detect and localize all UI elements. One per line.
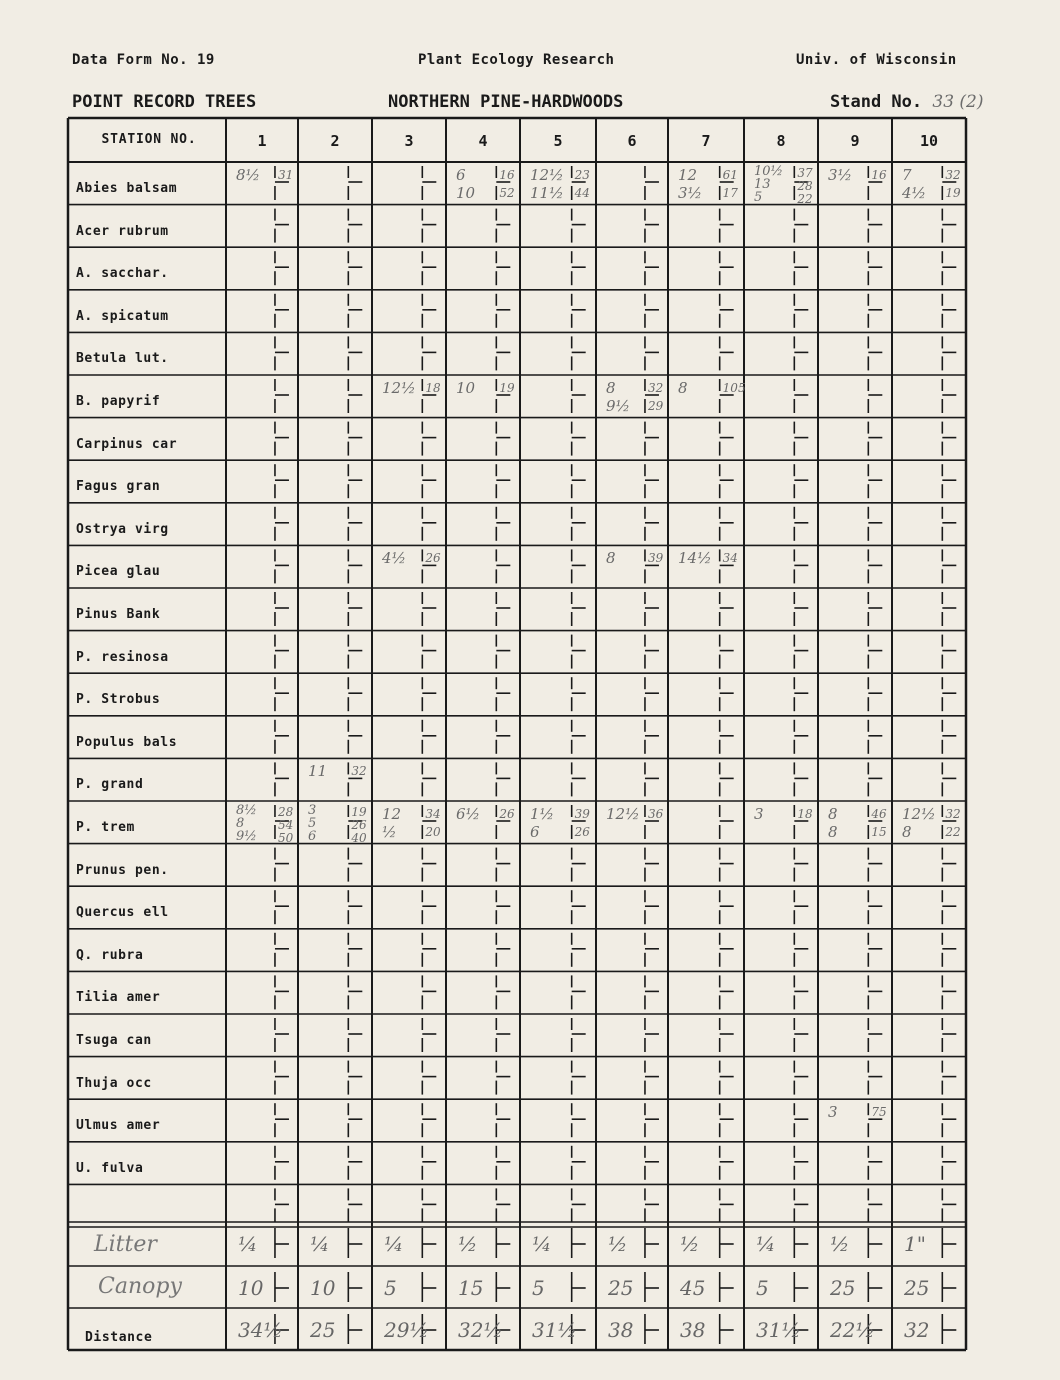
entry-dbh: 6 bbox=[456, 166, 466, 184]
canopy-value: 25 bbox=[608, 1276, 634, 1300]
species-label: Thuja occ bbox=[76, 1075, 152, 1091]
entry-distance: 52 bbox=[499, 186, 515, 200]
distance-value: 31½ bbox=[532, 1318, 577, 1342]
entry-dbh: 3½ bbox=[678, 184, 703, 202]
canopy-value: 15 bbox=[458, 1276, 484, 1300]
canopy-value: 10 bbox=[310, 1276, 336, 1300]
entry-distance: 26 bbox=[499, 807, 515, 821]
entry-dbh: 12½ bbox=[382, 379, 416, 397]
stand-value: 33 (2) bbox=[932, 92, 984, 112]
entry-distance: 22 bbox=[945, 825, 961, 839]
species-label: Picea glau bbox=[76, 564, 161, 580]
entry-distance: 32 bbox=[945, 168, 961, 182]
entry-dbh: ½ bbox=[382, 823, 397, 841]
entry-distance: 28 bbox=[797, 179, 813, 193]
species-label: B. papyrif bbox=[76, 394, 161, 409]
species-label: P. Strobus bbox=[76, 692, 161, 708]
species-label: P. resinosa bbox=[76, 649, 169, 665]
species-label: Abies balsam bbox=[76, 181, 178, 196]
station-4: 4 bbox=[478, 132, 488, 150]
species-label: Pinus Bank bbox=[76, 607, 161, 622]
canopy-label: Canopy bbox=[98, 1274, 182, 1299]
entry-distance: 75 bbox=[871, 1105, 887, 1120]
entry-distance: 16 bbox=[499, 168, 515, 182]
entry-dbh: 4½ bbox=[902, 184, 927, 202]
distance-value: 32 bbox=[904, 1318, 930, 1342]
species-label: Betula lut. bbox=[76, 351, 169, 367]
entry-dbh: 3½ bbox=[828, 166, 853, 184]
litter-value: ½ bbox=[680, 1232, 700, 1256]
distance-value: 22½ bbox=[830, 1318, 875, 1342]
species-label: Tilia amer bbox=[76, 990, 161, 1006]
litter-value: ½ bbox=[458, 1232, 478, 1256]
station-header-label: STATION NO. bbox=[101, 132, 197, 147]
distance-value: 25 bbox=[310, 1318, 336, 1342]
canopy-value: 25 bbox=[830, 1276, 856, 1300]
forest-type: NORTHERN PINE-HARDWOODS bbox=[388, 92, 624, 112]
species-label: Q. rubra bbox=[76, 947, 144, 963]
entry-dbh: 12 bbox=[382, 805, 402, 823]
species-label: A. sacchar. bbox=[76, 266, 169, 282]
litter-value: ¼ bbox=[384, 1232, 404, 1256]
litter-value: ½ bbox=[608, 1232, 628, 1256]
entry-distance: 28 bbox=[277, 805, 294, 819]
entry-dbh: 9½ bbox=[236, 829, 257, 844]
entry-dbh: 3 bbox=[754, 805, 764, 823]
entry-dbh: 6 bbox=[530, 823, 540, 841]
university: Univ. of Wisconsin bbox=[796, 52, 957, 68]
station-5: 5 bbox=[553, 132, 563, 150]
litter-label: Litter bbox=[94, 1232, 157, 1257]
species-label: Tsuga can bbox=[76, 1033, 152, 1048]
species-label: Prunus pen. bbox=[76, 862, 169, 878]
station-10: 10 bbox=[919, 132, 939, 150]
stand-label: Stand No. bbox=[830, 92, 923, 112]
distance-value: 38 bbox=[680, 1318, 706, 1342]
entry-distance: 40 bbox=[351, 831, 367, 845]
entry-distance: 16 bbox=[871, 168, 887, 182]
canopy-value: 25 bbox=[904, 1276, 930, 1300]
entry-distance: 29 bbox=[647, 399, 664, 413]
entry-dbh: 3 bbox=[308, 803, 317, 818]
species-label: Carpinus car bbox=[76, 436, 178, 452]
entry-distance: 22 bbox=[797, 192, 813, 206]
station-6: 6 bbox=[627, 132, 637, 150]
entry-dbh: 11 bbox=[308, 762, 328, 781]
litter-value: ¼ bbox=[310, 1232, 330, 1256]
species-label: Populus bals bbox=[76, 734, 178, 750]
organization: Plant Ecology Research bbox=[418, 52, 615, 68]
canopy-value: 5 bbox=[384, 1276, 397, 1300]
station-3: 3 bbox=[404, 132, 414, 150]
entry-distance: 19 bbox=[351, 805, 367, 819]
entry-dbh: 14½ bbox=[678, 549, 712, 568]
station-7: 7 bbox=[701, 132, 711, 150]
species-label: P. grand bbox=[76, 777, 144, 793]
canopy-value: 5 bbox=[532, 1276, 545, 1300]
entry-dbh: 10½ bbox=[754, 164, 784, 179]
entry-distance: 32 bbox=[351, 764, 367, 779]
entry-distance: 20 bbox=[425, 825, 441, 839]
entry-dbh: 6½ bbox=[456, 805, 481, 823]
station-8: 8 bbox=[776, 132, 786, 150]
canopy-value: 5 bbox=[756, 1276, 769, 1300]
entry-dbh: 13 bbox=[754, 177, 771, 192]
entry-dbh: 12½ bbox=[902, 805, 936, 823]
distance-value: 32½ bbox=[458, 1318, 503, 1342]
distance-value: 38 bbox=[608, 1318, 634, 1342]
litter-value: ¼ bbox=[532, 1232, 552, 1256]
entry-dbh: 12½ bbox=[530, 166, 564, 184]
distance-label: Distance bbox=[85, 1330, 153, 1345]
entry-distance: 18 bbox=[797, 807, 813, 821]
entry-distance: 26 bbox=[574, 825, 590, 839]
entry-dbh: 7 bbox=[902, 166, 912, 184]
entry-dbh: 8 bbox=[828, 805, 838, 823]
entry-distance: 105 bbox=[722, 381, 746, 395]
entry-dbh: 8 bbox=[606, 549, 616, 568]
entry-distance: 26 bbox=[425, 551, 441, 566]
entry-distance: 44 bbox=[574, 186, 590, 200]
entry-dbh: 10 bbox=[456, 184, 476, 202]
entry-dbh: 8½ bbox=[236, 166, 261, 184]
litter-value: 1" bbox=[904, 1232, 926, 1256]
entry-distance: 39 bbox=[647, 551, 664, 566]
entry-distance: 54 bbox=[277, 818, 294, 832]
entry-dbh: 8 bbox=[828, 823, 838, 841]
entry-dbh: 8½ bbox=[236, 803, 257, 818]
entry-distance: 15 bbox=[871, 825, 887, 839]
entry-distance: 32 bbox=[647, 381, 664, 395]
entry-dbh: 6 bbox=[308, 829, 317, 844]
entry-dbh: 1½ bbox=[530, 805, 555, 823]
entry-dbh: 5 bbox=[754, 190, 763, 205]
species-label: Acer rubrum bbox=[76, 223, 169, 239]
distance-value: 31½ bbox=[756, 1318, 801, 1342]
entry-dbh: 4½ bbox=[382, 549, 407, 568]
distance-value: 29½ bbox=[384, 1318, 429, 1342]
species-label: Fagus gran bbox=[76, 479, 161, 495]
canopy-value: 45 bbox=[680, 1276, 706, 1300]
entry-dbh: 5 bbox=[308, 816, 317, 831]
entry-dbh: 8 bbox=[606, 379, 616, 397]
species-label: Ostrya virg bbox=[76, 521, 169, 537]
canopy-value: 10 bbox=[238, 1276, 264, 1300]
litter-value: ½ bbox=[830, 1232, 850, 1256]
station-9: 9 bbox=[850, 132, 860, 150]
entry-distance: 31 bbox=[277, 168, 294, 182]
distance-value: 34½ bbox=[238, 1318, 283, 1342]
form-title: POINT RECORD TREES bbox=[72, 92, 257, 112]
litter-value: ¼ bbox=[238, 1232, 258, 1256]
station-2: 2 bbox=[330, 132, 340, 150]
entry-dbh: 8 bbox=[678, 379, 688, 397]
entry-distance: 50 bbox=[277, 831, 294, 845]
entry-distance: 19 bbox=[499, 381, 515, 395]
species-label: P. trem bbox=[76, 820, 135, 835]
entry-distance: 39 bbox=[574, 807, 590, 821]
entry-dbh: 9½ bbox=[606, 397, 631, 415]
entry-distance: 36 bbox=[647, 807, 664, 821]
form-number: Data Form No. 19 bbox=[72, 52, 215, 68]
station-1: 1 bbox=[257, 132, 267, 150]
entry-distance: 46 bbox=[871, 807, 887, 821]
entry-distance: 18 bbox=[425, 381, 441, 395]
entry-distance: 26 bbox=[351, 818, 367, 832]
entry-distance: 34 bbox=[722, 551, 738, 566]
entry-dbh: 11½ bbox=[530, 184, 564, 202]
entry-distance: 34 bbox=[425, 807, 441, 821]
entry-distance: 37 bbox=[797, 166, 813, 180]
species-label: Ulmus amer bbox=[76, 1118, 161, 1134]
entry-distance: 23 bbox=[574, 168, 590, 182]
entry-distance: 19 bbox=[945, 186, 961, 200]
entry-dbh: 3 bbox=[828, 1103, 838, 1122]
species-label: U. fulva bbox=[76, 1160, 144, 1176]
species-label: A. spicatum bbox=[76, 308, 169, 324]
entry-dbh: 12½ bbox=[606, 805, 640, 823]
entry-distance: 17 bbox=[722, 186, 738, 200]
entry-dbh: 12 bbox=[678, 166, 698, 184]
entry-dbh: 8 bbox=[902, 823, 912, 841]
entry-dbh: 8 bbox=[236, 816, 245, 831]
litter-value: ¼ bbox=[756, 1232, 776, 1256]
entry-distance: 61 bbox=[722, 168, 738, 182]
entry-distance: 32 bbox=[945, 807, 961, 821]
entry-dbh: 10 bbox=[456, 379, 476, 397]
species-label: Quercus ell bbox=[76, 905, 169, 921]
